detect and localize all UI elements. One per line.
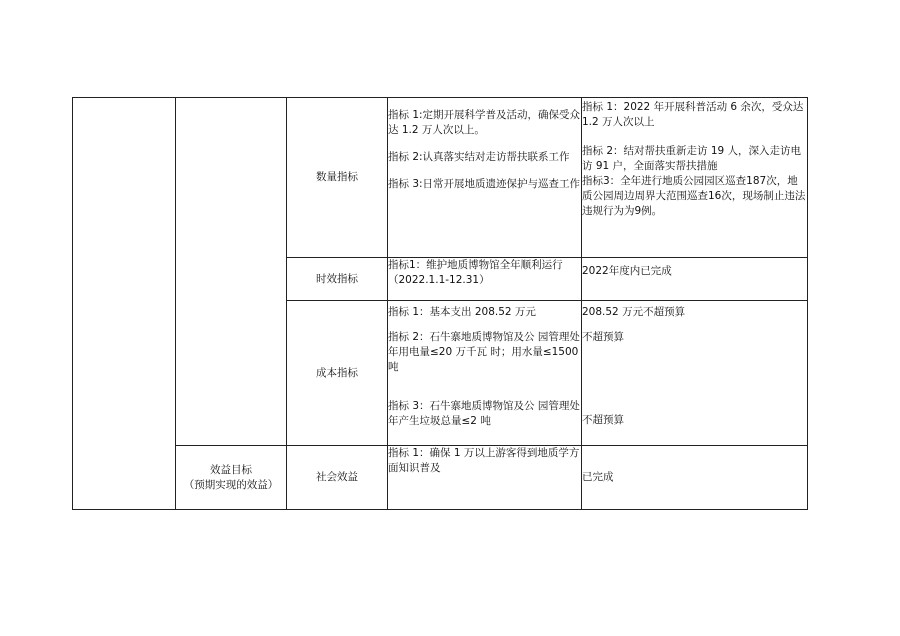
quantity-target-3: 指标 3:日常开展地质遗迹保护与巡查工作 [388, 178, 581, 190]
time-target-cell [388, 258, 582, 301]
quantity-target-cell [388, 98, 582, 258]
cost-target-2: 指标 2：石牛寨地质博物馆及公 园管理处年用电量≤20 万千瓦 时；用水量≤1500 吨 [388, 331, 580, 373]
time-actual: 2022年度内已完成 [582, 265, 672, 277]
benefit-actual-cell [582, 446, 808, 510]
time-actual-cell [582, 258, 808, 301]
second-level-cell [176, 98, 287, 446]
benefit-goal-line2: （预期实现的效益） [183, 478, 279, 491]
benefit-target: 指标 1：确保 1 万以上游客得到地质学方面知识普及 [388, 447, 580, 474]
cost-target-3: 指标 3：石牛寨地质博物馆及公 园管理处年产生垃圾总量≤2 吨 [388, 400, 580, 427]
cost-actual-cell [582, 301, 808, 446]
first-level-cell [73, 98, 176, 510]
quantity-label: 数量指标 [287, 98, 388, 258]
cost-label: 成本指标 [287, 301, 388, 446]
benefit-target-cell [388, 446, 582, 510]
quantity-actual-2: 指标 2：结对帮扶重新走访 19 人，深入走访电访 91 户，全面落实帮扶措施 [582, 145, 802, 172]
benefit-actual: 已完成 [582, 471, 614, 483]
table-row-quantity [73, 98, 808, 258]
benefit-goal-line1: 效益目标 [210, 463, 252, 476]
cost-target-cell [388, 301, 582, 446]
quantity-target-1: 指标 1:定期开展科学普及活动，确保受众达 1.2 万人次以上。 [388, 109, 581, 136]
cost-actual-1: 208.52 万元不超预算 [582, 306, 686, 318]
time-label: 时效指标 [287, 258, 388, 301]
cost-target-1: 指标 1：基本支出 208.52 万元 [388, 306, 536, 318]
cost-actual-3: 不超预算 [582, 414, 624, 426]
performance-table [72, 97, 808, 510]
quantity-target-2: 指标 2:认真落实结对走访帮扶联系工作 [388, 151, 570, 163]
benefit-label: 社会效益 [287, 446, 388, 510]
quantity-actual-1: 指标 1：2022 年开展科普活动 6 余次，受众达 1.2 万人次以上 [582, 101, 804, 128]
cost-actual-2: 不超预算 [582, 331, 624, 343]
time-target: 指标1：维护地质博物馆全年顺利运行（2022.1.1-12.31） [388, 259, 563, 286]
table-row-benefit [73, 446, 808, 510]
quantity-actual-cell [582, 98, 808, 258]
quantity-actual-3: 指标3：全年进行地质公园园区巡查187次，地质公园周边周界大范围巡查16次，现场制止违法违规行为为9例。 [582, 175, 806, 217]
benefit-goal-cell [176, 446, 287, 510]
